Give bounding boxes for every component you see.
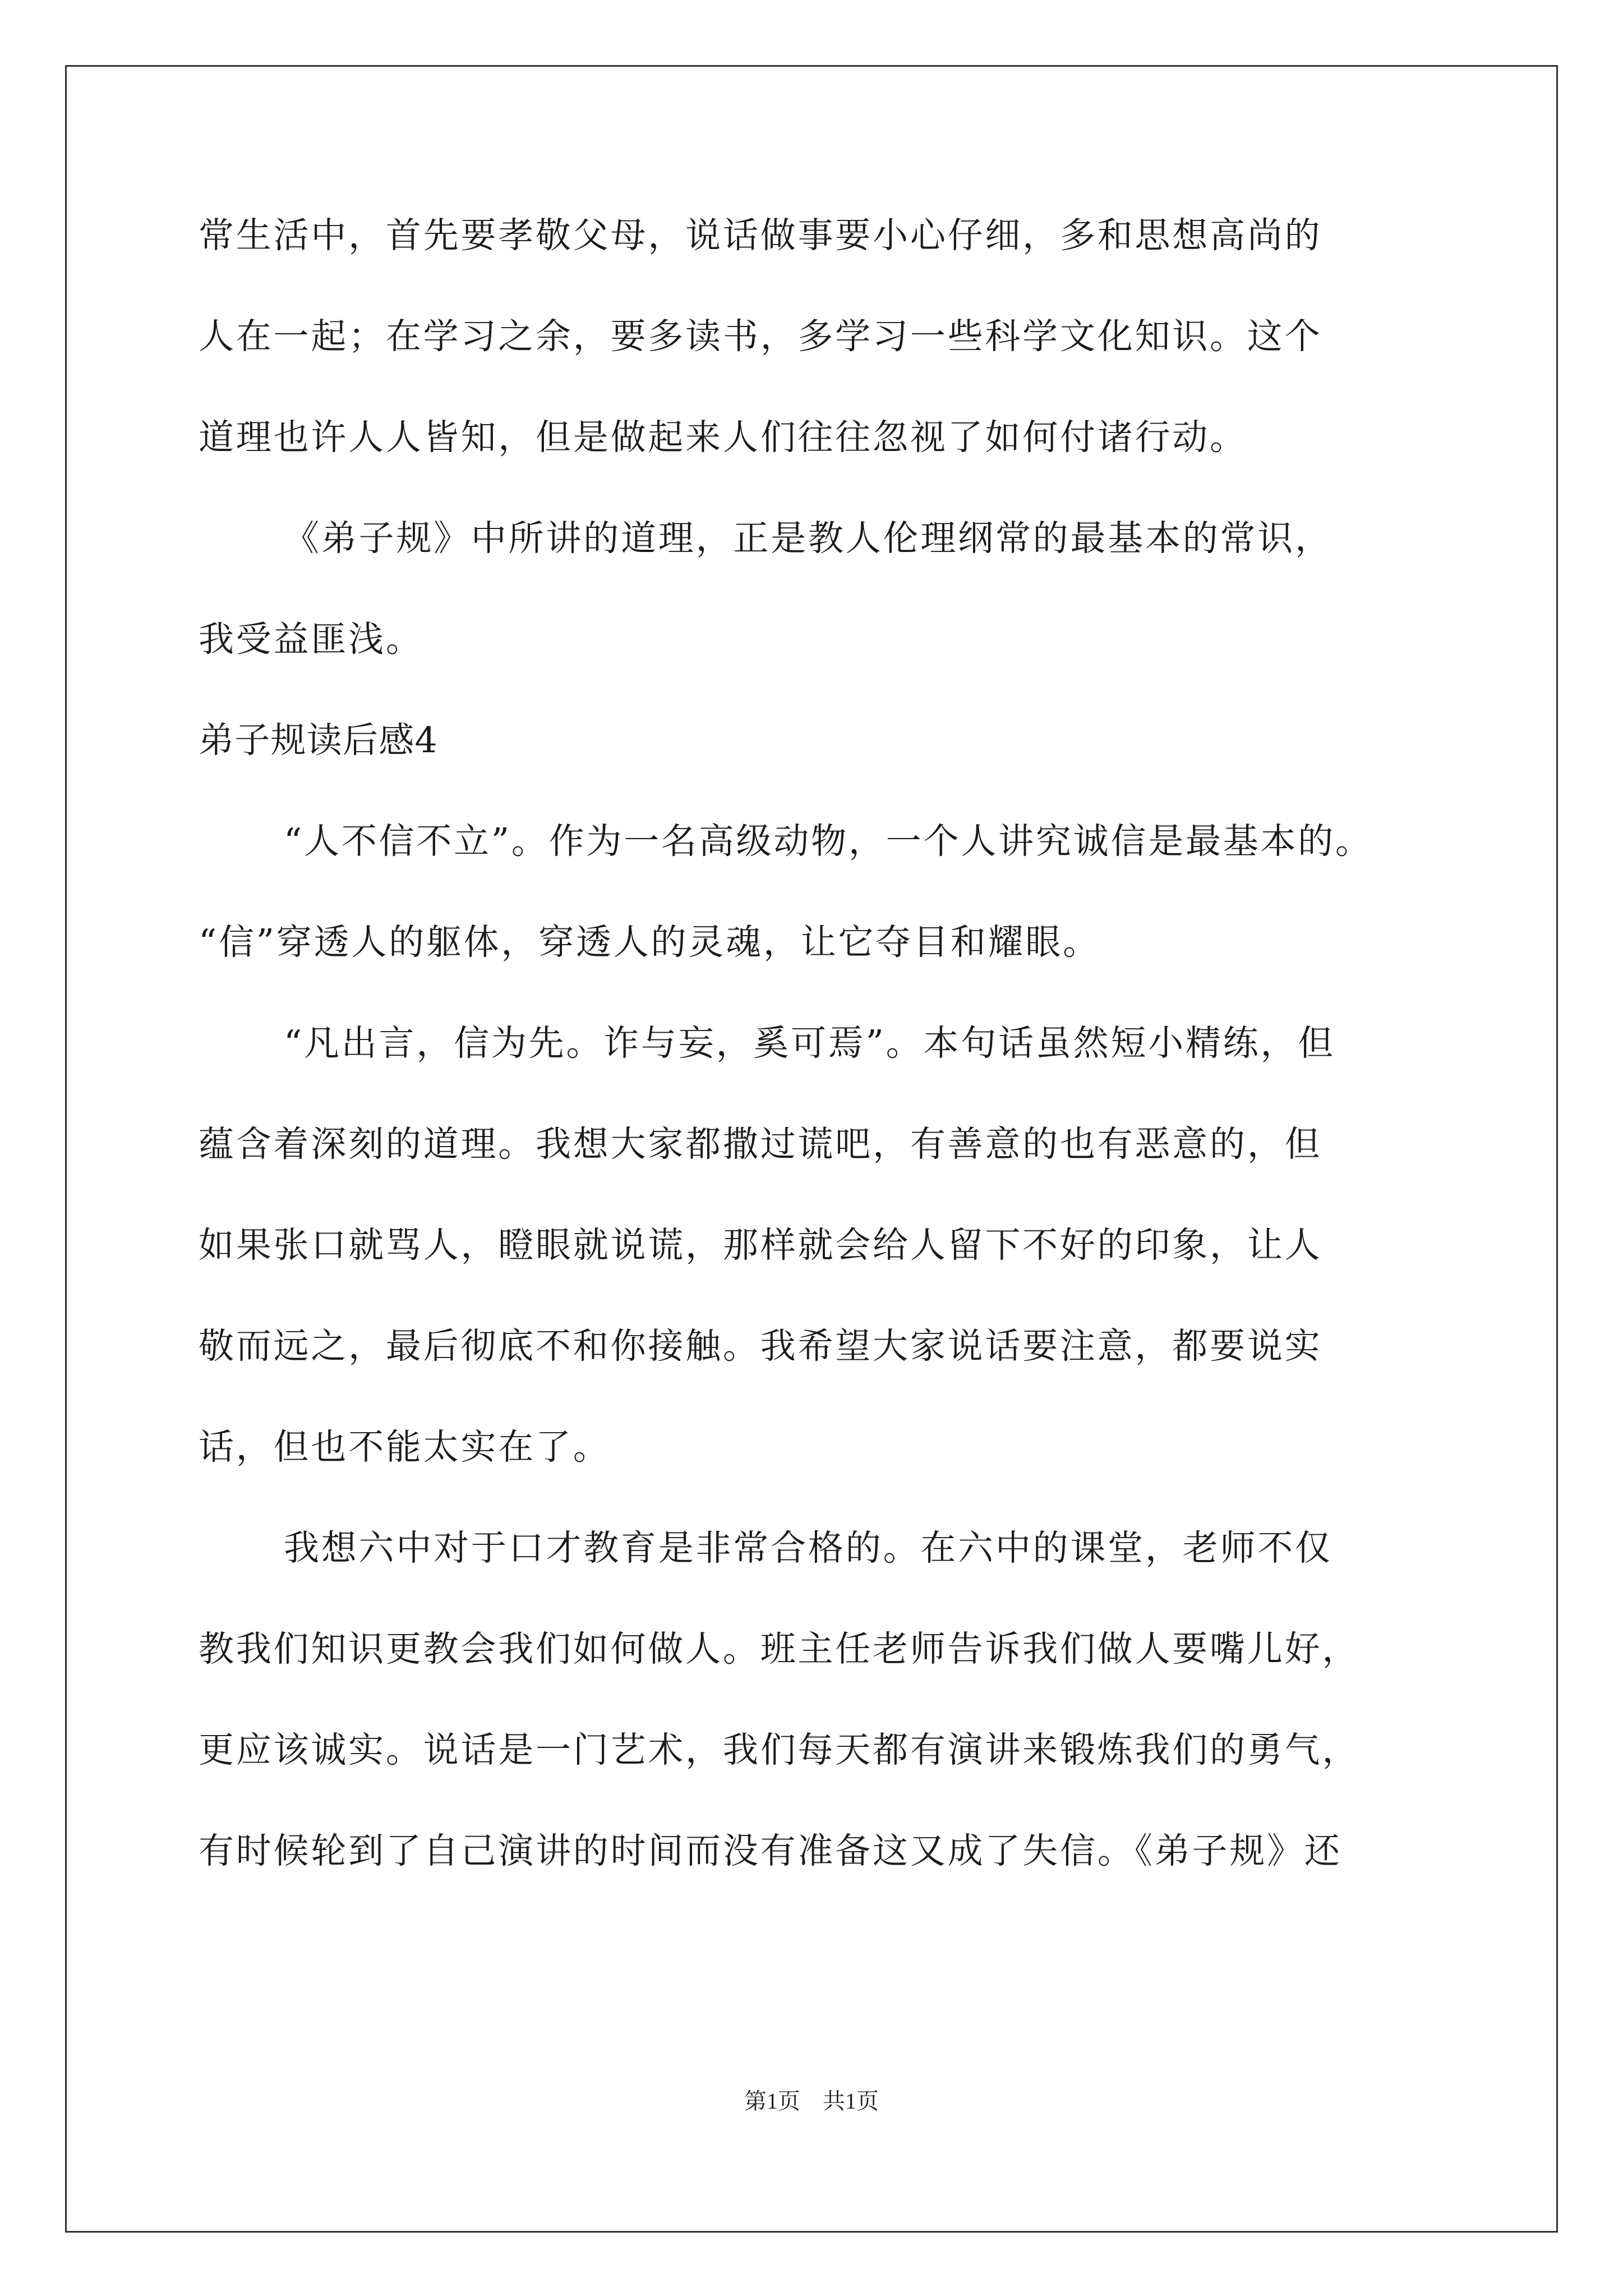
text-line: 《弟子规》中所讲的道理，正是教人伦理纲常的最基本的常识， bbox=[284, 518, 1332, 559]
text-line: 话，但也不能太实在了。 bbox=[199, 1427, 611, 1467]
page-footer: 第1页 共1页 bbox=[744, 2088, 879, 2114]
text-line: 有时候轮到了自己演讲的时间而没有准备这又成了失信。《弟子规》还 bbox=[199, 1830, 1342, 1871]
text-line: 我想六中对于口才教育是非常合格的。在六中的课堂，老师不仅 bbox=[284, 1527, 1332, 1568]
text-line: 道理也许人人皆知，但是做起来人们往往忽视了如何付诸行动。 bbox=[199, 417, 1247, 458]
text-line: 常生活中，首先要孝敬父母，说话做事要小心仔细，多和思想高尚的 bbox=[199, 215, 1322, 256]
text-line: “凡出言，信为先。诈与妄，奚可焉”。本句话虽然短小精练，但 bbox=[284, 1023, 1336, 1064]
text-line: “人不信不立”。作为一名高级动物，一个人讲究诚信是最基本的。 bbox=[284, 821, 1373, 862]
text-line: “信”穿透人的躯体，穿透人的灵魂，让它夺目和耀眼。 bbox=[199, 922, 1100, 963]
text-line: 教我们知识更教会我们如何做人。班主任老师告诉我们做人要嘴儿好， bbox=[199, 1628, 1360, 1669]
text-line: 敬而远之，最后彻底不和你接触。我希望大家说话要注意，都要说实 bbox=[199, 1326, 1322, 1366]
text-line: 更应该诚实。说话是一门艺术，我们每天都有演讲来锻炼我们的勇气， bbox=[199, 1729, 1360, 1770]
section-heading: 弟子规读后感4 bbox=[199, 720, 438, 761]
text-line: 我受益匪浅。 bbox=[199, 619, 423, 660]
text-line: 如果张口就骂人，瞪眼就说谎，那样就会给人留下不好的印象，让人 bbox=[199, 1225, 1322, 1266]
text-line: 人在一起；在学习之余，要多读书，多学习一些科学文化知识。这个 bbox=[199, 316, 1322, 357]
document-body bbox=[199, 215, 1428, 1932]
text-line: 蕴含着深刻的道理。我想大家都撒过谎吧，有善意的也有恶意的，但 bbox=[199, 1124, 1322, 1165]
